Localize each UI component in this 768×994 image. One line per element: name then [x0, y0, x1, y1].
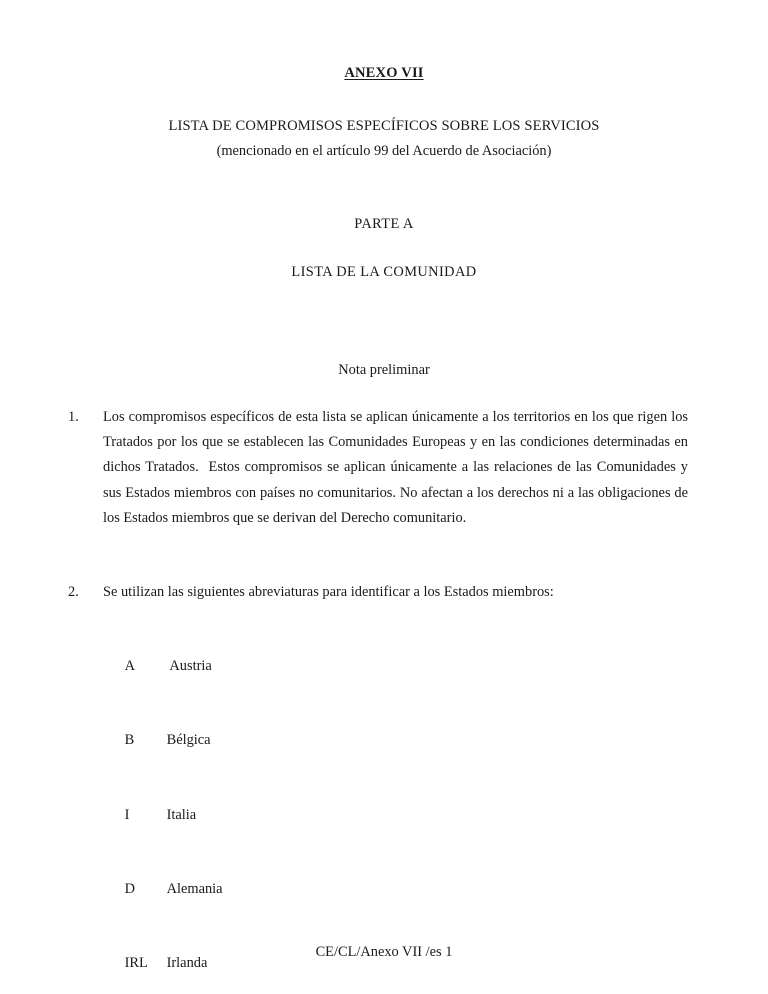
- abbreviation-list: [103, 629, 223, 994]
- page-footer: CE/CL/Anexo VII /es 1: [315, 944, 453, 960]
- page-title: [0, 65, 768, 82]
- abbreviation-name: Austria: [166, 657, 212, 674]
- paragraph-number: 2.: [68, 584, 79, 600]
- abbreviation-name: Irlanda: [166, 955, 208, 972]
- preliminary-note-heading: Nota preliminar: [338, 362, 430, 378]
- abbreviation-name: Alemania: [166, 880, 223, 897]
- abbreviation-code: B: [124, 732, 135, 749]
- list-item: [103, 703, 223, 777]
- document-subtitle-line-1: LISTA DE COMPROMISOS ESPECÍFICOS SOBRE LOS SERVICIOS: [168, 118, 600, 134]
- list-item: [103, 778, 223, 852]
- paragraph-text: Se utilizan las siguientes abreviaturas para identificar a los Estados miembros:: [103, 584, 554, 600]
- list-item: [103, 629, 223, 703]
- abbreviation-code: A: [124, 657, 135, 674]
- numbered-paragraph: [68, 405, 692, 531]
- abbreviation-code: I: [124, 806, 130, 823]
- abbreviation-name: Italia: [166, 806, 197, 823]
- abbreviation-code: IRL: [124, 955, 148, 972]
- numbered-paragraph: [68, 580, 688, 605]
- document-subtitle-line-2: (mencionado en el artículo 99 del Acuerdo de Asociación): [216, 143, 552, 159]
- paragraph-number: 1.: [68, 409, 79, 425]
- community-list-heading: LISTA DE LA COMUNIDAD: [291, 264, 477, 280]
- part-heading: PARTE A: [354, 216, 414, 232]
- list-item: [103, 852, 223, 926]
- abbreviation-name: Bélgica: [166, 732, 211, 749]
- abbreviation-code: D: [124, 880, 135, 897]
- paragraph-text: Los compromisos específicos de esta lista se aplican únicamente a los territorios en los que rigen los Tratados por los que se establecen las Comunidades Europeas y en las condiciones determinadas en dichos Tratados. Estos compromisos se aplican únicamente a las relaciones de las Comunidades y sus Estados miembros con países no comunitarios. No afectan a los derechos ni a las obligaciones de los Estados miembros que se derivan del Derecho comunitario.: [103, 409, 692, 526]
- page-title-text: ANEXO VII: [344, 65, 424, 81]
